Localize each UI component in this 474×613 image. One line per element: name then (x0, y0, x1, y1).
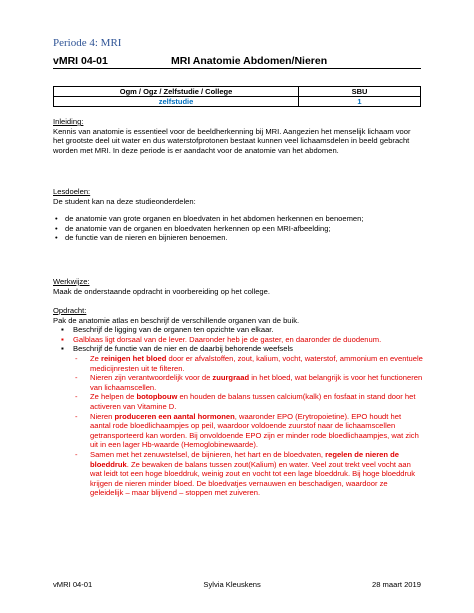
section-inleiding (53, 117, 423, 155)
document-code: vMRI 04-01 (53, 55, 108, 67)
opdracht-intro: Pak de anatomie atlas en beschrijf de verschillende organen van de buik. (53, 315, 300, 325)
opdracht-item-text: Beschrijf de ligging van de organen ten opzichte van elkaar. (73, 325, 274, 335)
section-opdracht (53, 306, 423, 498)
list-item: • de functie van de nieren en bijnieren benoemen. (53, 233, 423, 243)
text-bold: reinigen het bloed (100, 353, 167, 363)
list-item: • de anatomie van de organen en bloedvaten herkennen op een MRI-afbeelding; (53, 224, 423, 234)
text-segment: Samen met het zenuwstelsel, de bijnieren, het hart en de bloedvaten, (90, 449, 326, 459)
list-item: - Samen met het zenuwstelsel, de bijnieren, het hart en de bloedvaten, regelen de nieren de bloeddruk. Ze bewaken de balans tussen zout(Kalium) en water. Veel zout trekt veel vocht aan wat leidt tot een hoge bloeddruk, weinig zout en vocht tot een lage bloeddruk. Bij hoge bloeddruk krijgen de nieren minder bloed. De bloedvatjes vernauwen en beschadigen, waardoor ze geleidelijk – maar blijvend – stoppen met zuiveren. (75, 449, 416, 498)
meta-header-type: Ogm / Ogz / Zelfstudie / College (54, 87, 299, 97)
lesdoelen-intro: De student kan na deze studieonderdelen: (53, 196, 196, 206)
text-segment: Ze helpen de (90, 392, 137, 402)
meta-value-sbu: 1 (299, 97, 421, 107)
text-segment: . Ze bewaken de balans tussen zout(Kalium) en water. Veel zout trekt veel vocht aan wat leidt tot een hoge bloeddruk, weinig zout en vocht tot een lage bloeddruk. Bij hoge bloeddruk krijgen de nieren minder bloed. De bloedvatjes vernauwen en beschadigen, waardoor ze geleidelijk – maar blijvend – stoppen met zuiveren. (90, 459, 416, 498)
opdracht-item (53, 325, 423, 335)
text-bold: produceren een aantal hormonen (114, 411, 235, 421)
text-segment: Nieren zijn verantwoordelijk voor de (90, 373, 213, 383)
meta-value-type: zelfstudie (54, 97, 299, 107)
square-bullet-icon: ▪ (61, 334, 64, 344)
nier-functie-list (53, 354, 423, 498)
text-bold: botopbouw (136, 392, 178, 402)
text-bold: zuurgraad (212, 373, 250, 383)
page-footer (53, 580, 421, 589)
text-segment: , waaronder EPO (Erytropoietine). EPO houdt het aantal rode bloedlichaampjes op peil, waardoor voldoende zuurstof naar de lichaamscellen getransporteerd kan worden. Bij onvoldoende EPO zijn er minder rode bloedlichaampjes, wat zich uit in een lager Hb-waarde (Hemoglobinewaarde). (90, 411, 419, 450)
inleiding-heading: Inleiding: (53, 117, 84, 126)
opdracht-item (53, 344, 423, 354)
footer-date: 28 maart 2019 (372, 580, 421, 589)
werkwijze-text: Maak de onderstaande opdracht in voorbereiding op het college. (53, 286, 270, 296)
opdracht-item-text: Beschrijf de functie van de nier en de daarbij behorende weefsels (73, 344, 293, 354)
footer-author: Sylvia Kleuskens (203, 580, 261, 589)
list-item: - Ze helpen de botopbouw en houden de balans tussen calcium(kalk) en fosfaat in stand door het activeren van Vitamine D. (75, 392, 416, 411)
text-bold: regelen de nieren de bloeddruk (90, 449, 399, 469)
text-segment: Ze (90, 353, 101, 363)
square-bullet-icon: ▪ (61, 325, 64, 335)
opdracht-answer (53, 335, 423, 345)
opdracht-heading: Opdracht: (53, 306, 87, 315)
lesdoelen-heading: Lesdoelen: (53, 187, 91, 196)
text-segment: in het bloed, wat belangrijk is voor het functioneren van lichaamscellen. (90, 373, 423, 392)
list-item: - Nieren produceren een aantal hormonen, waaronder EPO (Erytropoietine). EPO houdt het aantal rode bloedlichaampjes op peil, waardoor voldoende zuurstof naar de lichaamscellen getransporteerd kan worden. Bij onvoldoende EPO zijn er minder rode bloedlichaampjes, wat zich uit in een lager Hb-waarde (Hemoglobinewaarde). (75, 411, 419, 450)
meta-table-value-row (54, 97, 421, 107)
period-label: Periode 4: MRI (53, 37, 122, 49)
footer-code: vMRI 04-01 (53, 580, 93, 589)
list-item: - Ze reinigen het bloed door er afvalstoffen, zout, kalium, vocht, waterstof, ammonium en eventuele medicijnresten uit te filteren. (75, 353, 423, 373)
text-segment: door er afvalstoffen, zout, kalium, vocht, waterstof, ammonium en eventuele medicijnresten uit te filteren. (90, 353, 423, 373)
meta-header-sbu: SBU (299, 87, 421, 97)
square-bullet-icon: ▪ (61, 344, 64, 354)
list-item: - Nieren zijn verantwoordelijk voor de zuurgraad in het bloed, wat belangrijk is voor het functioneren van lichaamscellen. (75, 373, 423, 392)
text-segment: Nieren (90, 411, 115, 421)
opdracht-list (53, 325, 423, 354)
meta-table-header-row (54, 87, 421, 97)
inleiding-text: Kennis van anatomie is essentieel voor de beeldherkenning bij MRI. Aangezien het menselijk lichaam voor het grootste deel uit water en dus waterstofprotonen bestaat kunnen veel lichaamsdelen in beeld gebracht worden met MRI. In deze periode is er aandacht voor de anatomie van het abdomen. (53, 126, 411, 155)
meta-table (53, 86, 421, 107)
section-werkwijze (53, 277, 423, 296)
list-item: • de anatomie van grote organen en bloedvaten in het abdomen herkennen en benoemen; (53, 214, 423, 224)
document-title: MRI Anatomie Abdomen/Nieren (171, 55, 328, 67)
opdracht-answer-text: Galblaas ligt dorsaal van de lever. Daaronder heb je de gaster, en daaronder de duodenum. (73, 334, 382, 344)
lesdoelen-list (53, 214, 423, 243)
werkwijze-heading: Werkwijze: (53, 277, 90, 286)
text-segment: en houden de balans tussen calcium(kalk) en fosfaat in stand door het activeren van Vitamine D. (90, 392, 416, 411)
section-lesdoelen (53, 187, 423, 243)
document-title-row (53, 55, 421, 69)
